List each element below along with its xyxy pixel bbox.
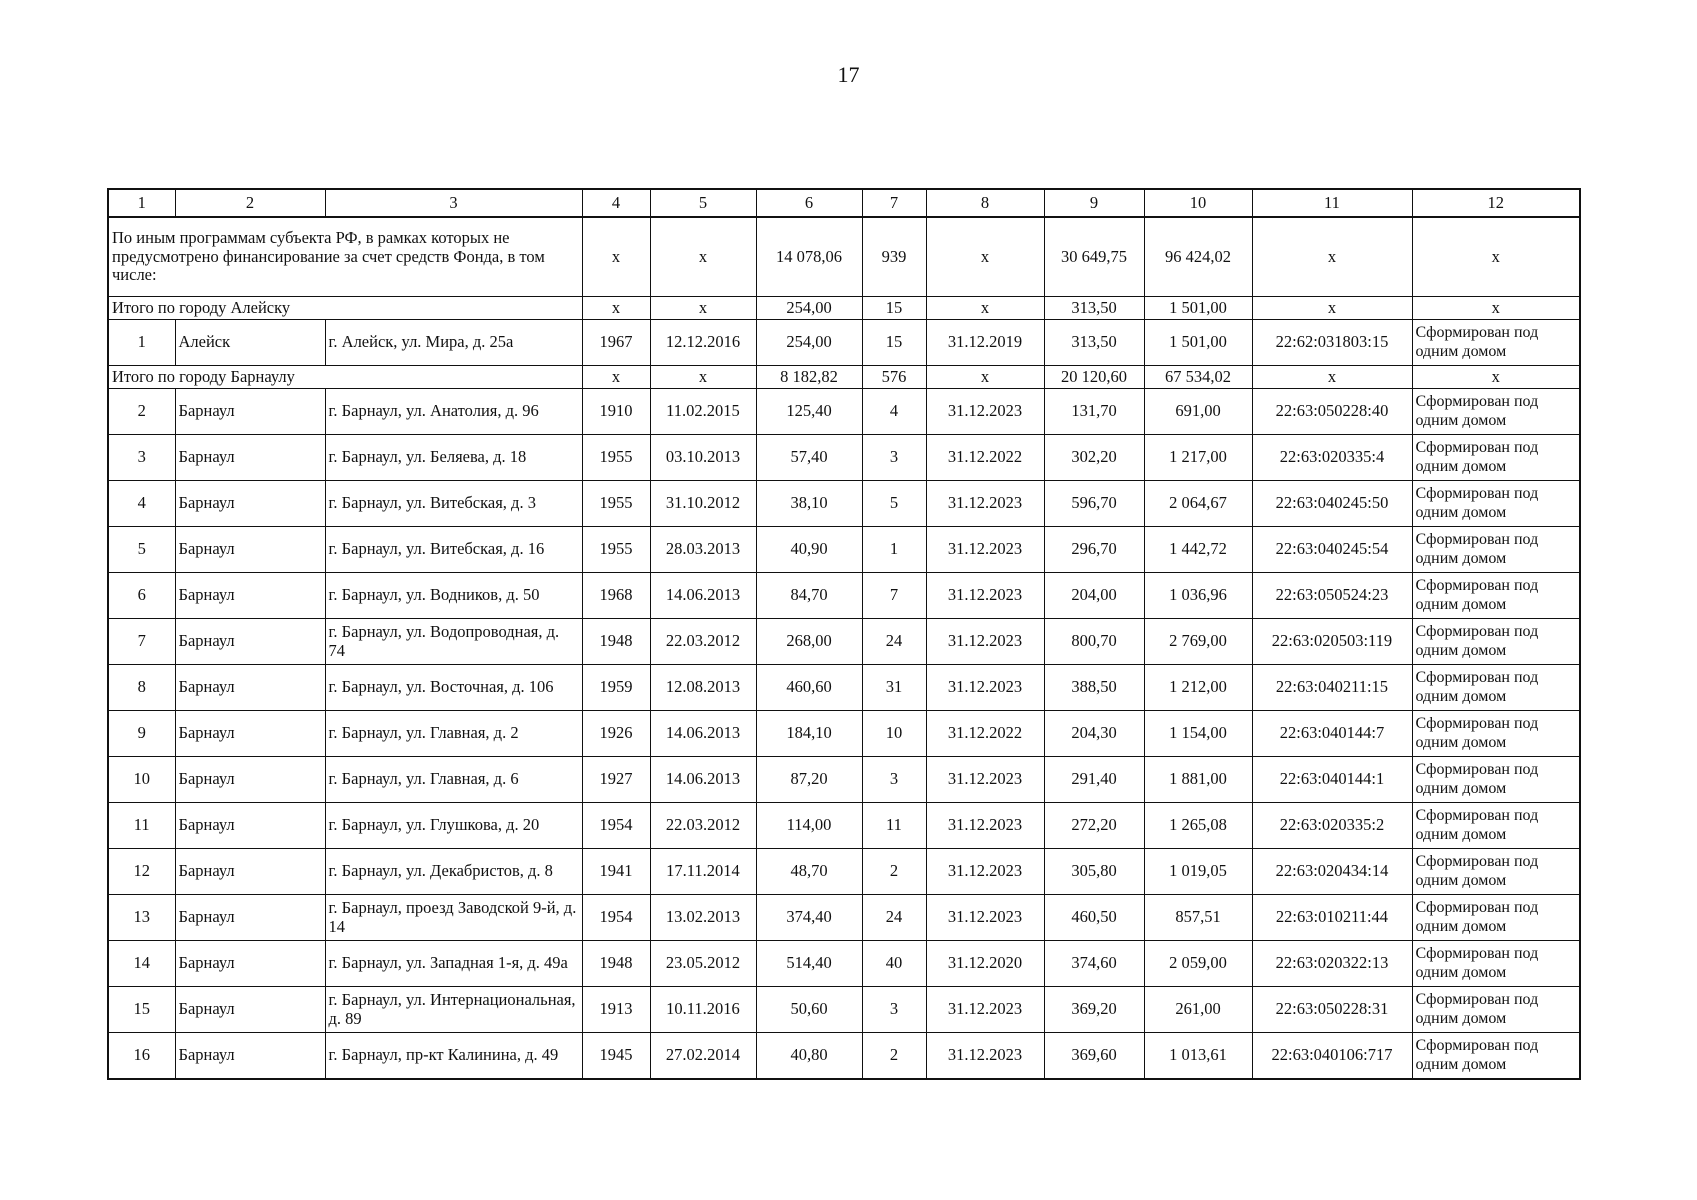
area-to-resettle: 204,00 (1044, 573, 1144, 619)
column-number: 3 (325, 189, 582, 217)
subtotal-value: х (1252, 366, 1412, 389)
subtotal-value: 20 120,60 (1044, 366, 1144, 389)
recognition-date: 28.03.2013 (650, 527, 756, 573)
settlement: Барнаул (175, 619, 325, 665)
residents: 1 (862, 527, 926, 573)
subtotal-value: х (1412, 297, 1580, 320)
area: 50,60 (756, 987, 862, 1033)
table-row (108, 711, 1580, 757)
recognition-date: 17.11.2014 (650, 849, 756, 895)
table-row (108, 389, 1580, 435)
section-total: х (650, 217, 756, 297)
land-note: Сформирован под одним домом (1412, 941, 1580, 987)
cost: 2 059,00 (1144, 941, 1252, 987)
build-year: 1955 (582, 435, 650, 481)
row-number: 10 (108, 757, 175, 803)
resettlement-date: 31.12.2023 (926, 1033, 1044, 1080)
subtotal-value: х (926, 366, 1044, 389)
area: 57,40 (756, 435, 862, 481)
page-number: 17 (837, 62, 860, 87)
resettlement-date: 31.12.2023 (926, 849, 1044, 895)
build-year: 1954 (582, 803, 650, 849)
build-year: 1948 (582, 941, 650, 987)
land-note: Сформирован под одним домом (1412, 527, 1580, 573)
table-row (108, 527, 1580, 573)
table-row (108, 849, 1580, 895)
cadastral-number: 22:63:010211:44 (1252, 895, 1412, 941)
build-year: 1954 (582, 895, 650, 941)
area-to-resettle: 272,20 (1044, 803, 1144, 849)
residents: 4 (862, 389, 926, 435)
resettlement-date: 31.12.2023 (926, 389, 1044, 435)
resettlement-date: 31.12.2022 (926, 435, 1044, 481)
cadastral-number: 22:63:020322:13 (1252, 941, 1412, 987)
area-to-resettle: 131,70 (1044, 389, 1144, 435)
recognition-date: 22.03.2012 (650, 803, 756, 849)
resettlement-date: 31.12.2023 (926, 619, 1044, 665)
subtotal-value: 576 (862, 366, 926, 389)
table-row (108, 941, 1580, 987)
row-number: 16 (108, 1033, 175, 1080)
area-to-resettle: 374,60 (1044, 941, 1144, 987)
cost: 691,00 (1144, 389, 1252, 435)
area-to-resettle: 313,50 (1044, 320, 1144, 366)
area: 254,00 (756, 320, 862, 366)
resettlement-date: 31.12.2023 (926, 665, 1044, 711)
section-total: 30 649,75 (1044, 217, 1144, 297)
table-row (108, 803, 1580, 849)
recognition-date: 10.11.2016 (650, 987, 756, 1033)
residents: 10 (862, 711, 926, 757)
resettlement-date: 31.12.2023 (926, 895, 1044, 941)
address: г. Барнаул, ул. Главная, д. 6 (325, 757, 582, 803)
residents: 11 (862, 803, 926, 849)
land-note: Сформирован под одним домом (1412, 619, 1580, 665)
column-number: 1 (108, 189, 175, 217)
area-to-resettle: 204,30 (1044, 711, 1144, 757)
recognition-date: 14.06.2013 (650, 757, 756, 803)
table-row (108, 481, 1580, 527)
address: г. Барнаул, ул. Интернациональная, д. 89 (325, 987, 582, 1033)
row-number: 8 (108, 665, 175, 711)
area: 374,40 (756, 895, 862, 941)
cost: 857,51 (1144, 895, 1252, 941)
area-to-resettle: 369,60 (1044, 1033, 1144, 1080)
resettlement-date: 31.12.2023 (926, 527, 1044, 573)
land-note: Сформирован под одним домом (1412, 435, 1580, 481)
cadastral-number: 22:63:020335:4 (1252, 435, 1412, 481)
section-label: По иным программам субъекта РФ, в рамках которых не предусмотрено финансирование за счет средств Фонда, в том числе: (108, 217, 582, 297)
recognition-date: 31.10.2012 (650, 481, 756, 527)
cadastral-number: 22:63:020434:14 (1252, 849, 1412, 895)
address: г. Барнаул, ул. Анатолия, д. 96 (325, 389, 582, 435)
table-row (108, 987, 1580, 1033)
area: 38,10 (756, 481, 862, 527)
cost: 1 265,08 (1144, 803, 1252, 849)
table-body (108, 189, 1580, 1079)
land-note: Сформирован под одним домом (1412, 665, 1580, 711)
address: г. Барнаул, ул. Главная, д. 2 (325, 711, 582, 757)
residents: 7 (862, 573, 926, 619)
column-number: 10 (1144, 189, 1252, 217)
table-row (108, 1033, 1580, 1080)
table-row (108, 895, 1580, 941)
column-number: 9 (1044, 189, 1144, 217)
cadastral-number: 22:63:040245:54 (1252, 527, 1412, 573)
cadastral-number: 22:63:040144:1 (1252, 757, 1412, 803)
land-note: Сформирован под одним домом (1412, 481, 1580, 527)
address: г. Барнаул, ул. Витебская, д. 3 (325, 481, 582, 527)
cadastral-number: 22:63:050524:23 (1252, 573, 1412, 619)
settlement: Барнаул (175, 941, 325, 987)
area-to-resettle: 596,70 (1044, 481, 1144, 527)
land-note: Сформирован под одним домом (1412, 711, 1580, 757)
residents: 24 (862, 895, 926, 941)
subtotal-value: х (650, 366, 756, 389)
settlement: Барнаул (175, 481, 325, 527)
subtotal-label: Итого по городу Барнаулу (108, 366, 582, 389)
build-year: 1948 (582, 619, 650, 665)
cost: 2 064,67 (1144, 481, 1252, 527)
recognition-date: 13.02.2013 (650, 895, 756, 941)
table-row (108, 665, 1580, 711)
land-note: Сформирован под одним домом (1412, 987, 1580, 1033)
cadastral-number: 22:62:031803:15 (1252, 320, 1412, 366)
build-year: 1910 (582, 389, 650, 435)
subtotal-value: 313,50 (1044, 297, 1144, 320)
build-year: 1967 (582, 320, 650, 366)
subtotal-value: х (1252, 297, 1412, 320)
area-to-resettle: 291,40 (1044, 757, 1144, 803)
row-number: 15 (108, 987, 175, 1033)
resettlement-date: 31.12.2023 (926, 573, 1044, 619)
address: г. Барнаул, ул. Декабристов, д. 8 (325, 849, 582, 895)
cadastral-number: 22:63:040211:15 (1252, 665, 1412, 711)
resettlement-date: 31.12.2022 (926, 711, 1044, 757)
address: г. Барнаул, ул. Западная 1-я, д. 49а (325, 941, 582, 987)
residents: 3 (862, 757, 926, 803)
settlement: Алейск (175, 320, 325, 366)
table-row (108, 573, 1580, 619)
area: 125,40 (756, 389, 862, 435)
residents: 2 (862, 849, 926, 895)
recognition-date: 23.05.2012 (650, 941, 756, 987)
subtotal-value: 254,00 (756, 297, 862, 320)
cost: 1 217,00 (1144, 435, 1252, 481)
cadastral-number: 22:63:040106:717 (1252, 1033, 1412, 1080)
residents: 2 (862, 1033, 926, 1080)
land-note: Сформирован под одним домом (1412, 389, 1580, 435)
build-year: 1941 (582, 849, 650, 895)
residents: 31 (862, 665, 926, 711)
section-total: 14 078,06 (756, 217, 862, 297)
column-number: 12 (1412, 189, 1580, 217)
resettlement-date: 31.12.2023 (926, 803, 1044, 849)
land-note: Сформирован под одним домом (1412, 757, 1580, 803)
row-number: 2 (108, 389, 175, 435)
area-to-resettle: 388,50 (1044, 665, 1144, 711)
section-total: 939 (862, 217, 926, 297)
row-number: 13 (108, 895, 175, 941)
area-to-resettle: 302,20 (1044, 435, 1144, 481)
subtotal-value: 67 534,02 (1144, 366, 1252, 389)
cost: 1 154,00 (1144, 711, 1252, 757)
row-number: 4 (108, 481, 175, 527)
row-number: 7 (108, 619, 175, 665)
recognition-date: 12.12.2016 (650, 320, 756, 366)
area: 48,70 (756, 849, 862, 895)
residents: 24 (862, 619, 926, 665)
settlement: Барнаул (175, 1033, 325, 1080)
column-number: 8 (926, 189, 1044, 217)
settlement: Барнаул (175, 757, 325, 803)
area: 114,00 (756, 803, 862, 849)
cadastral-number: 22:63:040144:7 (1252, 711, 1412, 757)
row-number: 6 (108, 573, 175, 619)
area-to-resettle: 305,80 (1044, 849, 1144, 895)
subtotal-value: х (650, 297, 756, 320)
area: 268,00 (756, 619, 862, 665)
cost: 1 881,00 (1144, 757, 1252, 803)
settlement: Барнаул (175, 849, 325, 895)
subtotal-row (108, 297, 1580, 320)
row-number: 9 (108, 711, 175, 757)
settlement: Барнаул (175, 527, 325, 573)
cadastral-number: 22:63:050228:31 (1252, 987, 1412, 1033)
subtotal-value: х (582, 297, 650, 320)
table-row (108, 757, 1580, 803)
column-number: 7 (862, 189, 926, 217)
build-year: 1955 (582, 481, 650, 527)
settlement: Барнаул (175, 573, 325, 619)
row-number: 11 (108, 803, 175, 849)
address: г. Барнаул, пр-кт Калинина, д. 49 (325, 1033, 582, 1080)
column-number: 11 (1252, 189, 1412, 217)
address: г. Барнаул, ул. Глушкова, д. 20 (325, 803, 582, 849)
address: г. Барнаул, ул. Витебская, д. 16 (325, 527, 582, 573)
row-number: 3 (108, 435, 175, 481)
recognition-date: 22.03.2012 (650, 619, 756, 665)
cost: 1 442,72 (1144, 527, 1252, 573)
row-number: 1 (108, 320, 175, 366)
cadastral-number: 22:63:050228:40 (1252, 389, 1412, 435)
area: 40,80 (756, 1033, 862, 1080)
area: 184,10 (756, 711, 862, 757)
subtotal-value: 8 182,82 (756, 366, 862, 389)
row-number: 5 (108, 527, 175, 573)
settlement: Барнаул (175, 987, 325, 1033)
residents: 3 (862, 987, 926, 1033)
address: г. Барнаул, ул. Водопроводная, д. 74 (325, 619, 582, 665)
section-row (108, 217, 1580, 297)
settlement: Барнаул (175, 665, 325, 711)
residents: 40 (862, 941, 926, 987)
land-note: Сформирован под одним домом (1412, 320, 1580, 366)
residents: 3 (862, 435, 926, 481)
area-to-resettle: 296,70 (1044, 527, 1144, 573)
cost: 1 501,00 (1144, 320, 1252, 366)
cadastral-number: 22:63:020335:2 (1252, 803, 1412, 849)
section-total: х (582, 217, 650, 297)
column-number: 2 (175, 189, 325, 217)
subtotal-value: 1 501,00 (1144, 297, 1252, 320)
area: 460,60 (756, 665, 862, 711)
address: г. Алейск, ул. Мира, д. 25а (325, 320, 582, 366)
land-note: Сформирован под одним домом (1412, 573, 1580, 619)
section-total: х (1252, 217, 1412, 297)
table-row (108, 619, 1580, 665)
settlement: Барнаул (175, 435, 325, 481)
area: 84,70 (756, 573, 862, 619)
build-year: 1927 (582, 757, 650, 803)
build-year: 1959 (582, 665, 650, 711)
recognition-date: 27.02.2014 (650, 1033, 756, 1080)
build-year: 1968 (582, 573, 650, 619)
cost: 261,00 (1144, 987, 1252, 1033)
address: г. Барнаул, ул. Водников, д. 50 (325, 573, 582, 619)
address: г. Барнаул, ул. Беляева, д. 18 (325, 435, 582, 481)
settlement: Барнаул (175, 389, 325, 435)
column-number: 6 (756, 189, 862, 217)
section-total: х (926, 217, 1044, 297)
residents: 5 (862, 481, 926, 527)
resettlement-date: 31.12.2023 (926, 987, 1044, 1033)
area: 514,40 (756, 941, 862, 987)
land-note: Сформирован под одним домом (1412, 849, 1580, 895)
resettlement-date: 31.12.2020 (926, 941, 1044, 987)
housing-registry-table (107, 188, 1581, 1080)
cadastral-number: 22:63:020503:119 (1252, 619, 1412, 665)
build-year: 1945 (582, 1033, 650, 1080)
cadastral-number: 22:63:040245:50 (1252, 481, 1412, 527)
build-year: 1955 (582, 527, 650, 573)
settlement: Барнаул (175, 895, 325, 941)
column-number-row (108, 189, 1580, 217)
resettlement-date: 31.12.2019 (926, 320, 1044, 366)
build-year: 1926 (582, 711, 650, 757)
land-note: Сформирован под одним домом (1412, 803, 1580, 849)
cost: 1 212,00 (1144, 665, 1252, 711)
subtotal-value: 15 (862, 297, 926, 320)
area-to-resettle: 369,20 (1044, 987, 1144, 1033)
cost: 2 769,00 (1144, 619, 1252, 665)
residents: 15 (862, 320, 926, 366)
resettlement-date: 31.12.2023 (926, 757, 1044, 803)
address: г. Барнаул, ул. Восточная, д. 106 (325, 665, 582, 711)
subtotal-value: х (582, 366, 650, 389)
subtotal-value: х (1412, 366, 1580, 389)
settlement: Барнаул (175, 711, 325, 757)
address: г. Барнаул, проезд Заводской 9-й, д. 14 (325, 895, 582, 941)
area-to-resettle: 800,70 (1044, 619, 1144, 665)
subtotal-row (108, 366, 1580, 389)
settlement: Барнаул (175, 803, 325, 849)
recognition-date: 03.10.2013 (650, 435, 756, 481)
column-number: 5 (650, 189, 756, 217)
area-to-resettle: 460,50 (1044, 895, 1144, 941)
table-row (108, 320, 1580, 366)
row-number: 14 (108, 941, 175, 987)
area: 40,90 (756, 527, 862, 573)
row-number: 12 (108, 849, 175, 895)
build-year: 1913 (582, 987, 650, 1033)
section-total: 96 424,02 (1144, 217, 1252, 297)
resettlement-date: 31.12.2023 (926, 481, 1044, 527)
land-note: Сформирован под одним домом (1412, 1033, 1580, 1080)
recognition-date: 12.08.2013 (650, 665, 756, 711)
cost: 1 019,05 (1144, 849, 1252, 895)
land-note: Сформирован под одним домом (1412, 895, 1580, 941)
table-row (108, 435, 1580, 481)
cost: 1 013,61 (1144, 1033, 1252, 1080)
recognition-date: 14.06.2013 (650, 711, 756, 757)
recognition-date: 11.02.2015 (650, 389, 756, 435)
subtotal-value: х (926, 297, 1044, 320)
cost: 1 036,96 (1144, 573, 1252, 619)
column-number: 4 (582, 189, 650, 217)
section-total: х (1412, 217, 1580, 297)
recognition-date: 14.06.2013 (650, 573, 756, 619)
area: 87,20 (756, 757, 862, 803)
subtotal-label: Итого по городу Алейску (108, 297, 582, 320)
